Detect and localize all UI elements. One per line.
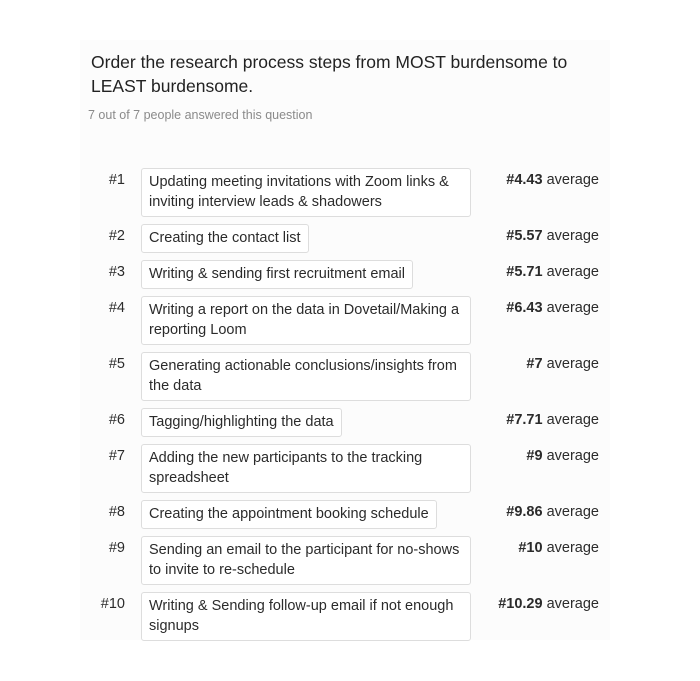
rank-number: #2 <box>108 228 125 244</box>
average-suffix: average <box>546 300 599 316</box>
average-suffix: average <box>546 172 599 188</box>
average-value: #5.71 <box>506 264 543 280</box>
average-rank <box>506 172 599 188</box>
question-title: Order the research process steps from MOST burdensome to LEAST burdensome. <box>91 52 568 96</box>
average-value: #5.57 <box>506 228 543 244</box>
ranking-item-label: Writing & sending first recruitment email <box>141 260 413 289</box>
average-rank <box>526 448 599 464</box>
response-count: 7 out of 7 people answered this question <box>88 108 313 122</box>
average-value: #7 <box>526 356 543 372</box>
rank-number: #8 <box>108 504 125 520</box>
average-rank <box>506 264 599 280</box>
average-suffix: average <box>546 356 599 372</box>
average-suffix: average <box>546 228 599 244</box>
rank-number: #4 <box>108 300 125 316</box>
average-rank <box>526 356 599 372</box>
ranking-item-label: Writing a report on the data in Dovetail/Making a reporting Loom <box>141 296 471 345</box>
ranking-item-label: Creating the contact list <box>141 224 309 253</box>
average-rank <box>518 540 599 556</box>
average-value: #10 <box>518 540 543 556</box>
average-rank <box>506 412 599 428</box>
ranking-item-label: Sending an email to the participant for no-shows to invite to re-schedule <box>141 536 471 585</box>
average-suffix: average <box>546 448 599 464</box>
average-value: #4.43 <box>506 172 543 188</box>
average-rank <box>506 300 599 316</box>
ranking-item-label: Generating actionable conclusions/insights from the data <box>141 352 471 401</box>
ranking-item-label: Creating the appointment booking schedule <box>141 500 437 529</box>
average-suffix: average <box>546 596 599 612</box>
ranking-item-label: Adding the new participants to the tracking spreadsheet <box>141 444 471 493</box>
rank-number: #7 <box>108 448 125 464</box>
rank-number: #3 <box>108 264 125 280</box>
average-value: #7.71 <box>506 412 543 428</box>
average-rank <box>506 504 599 520</box>
rank-number: #9 <box>108 540 125 556</box>
average-rank <box>498 596 599 612</box>
ranking-item-label: Writing & Sending follow-up email if not enough signups <box>141 592 471 641</box>
average-value: #10.29 <box>498 596 543 612</box>
average-value: #9.86 <box>506 504 543 520</box>
average-suffix: average <box>546 264 599 280</box>
rank-number: #1 <box>108 172 125 188</box>
ranking-item-label: Updating meeting invitations with Zoom links & inviting interview leads & shadowers <box>141 168 471 217</box>
rank-number: #6 <box>108 412 125 428</box>
average-value: #6.43 <box>506 300 543 316</box>
average-suffix: average <box>546 412 599 428</box>
average-value: #9 <box>526 448 543 464</box>
ranking-item-label: Tagging/highlighting the data <box>141 408 342 437</box>
average-suffix: average <box>546 504 599 520</box>
average-suffix: average <box>546 540 599 556</box>
rank-number: #5 <box>108 356 125 372</box>
rank-number: #10 <box>100 596 125 612</box>
average-rank <box>506 228 599 244</box>
